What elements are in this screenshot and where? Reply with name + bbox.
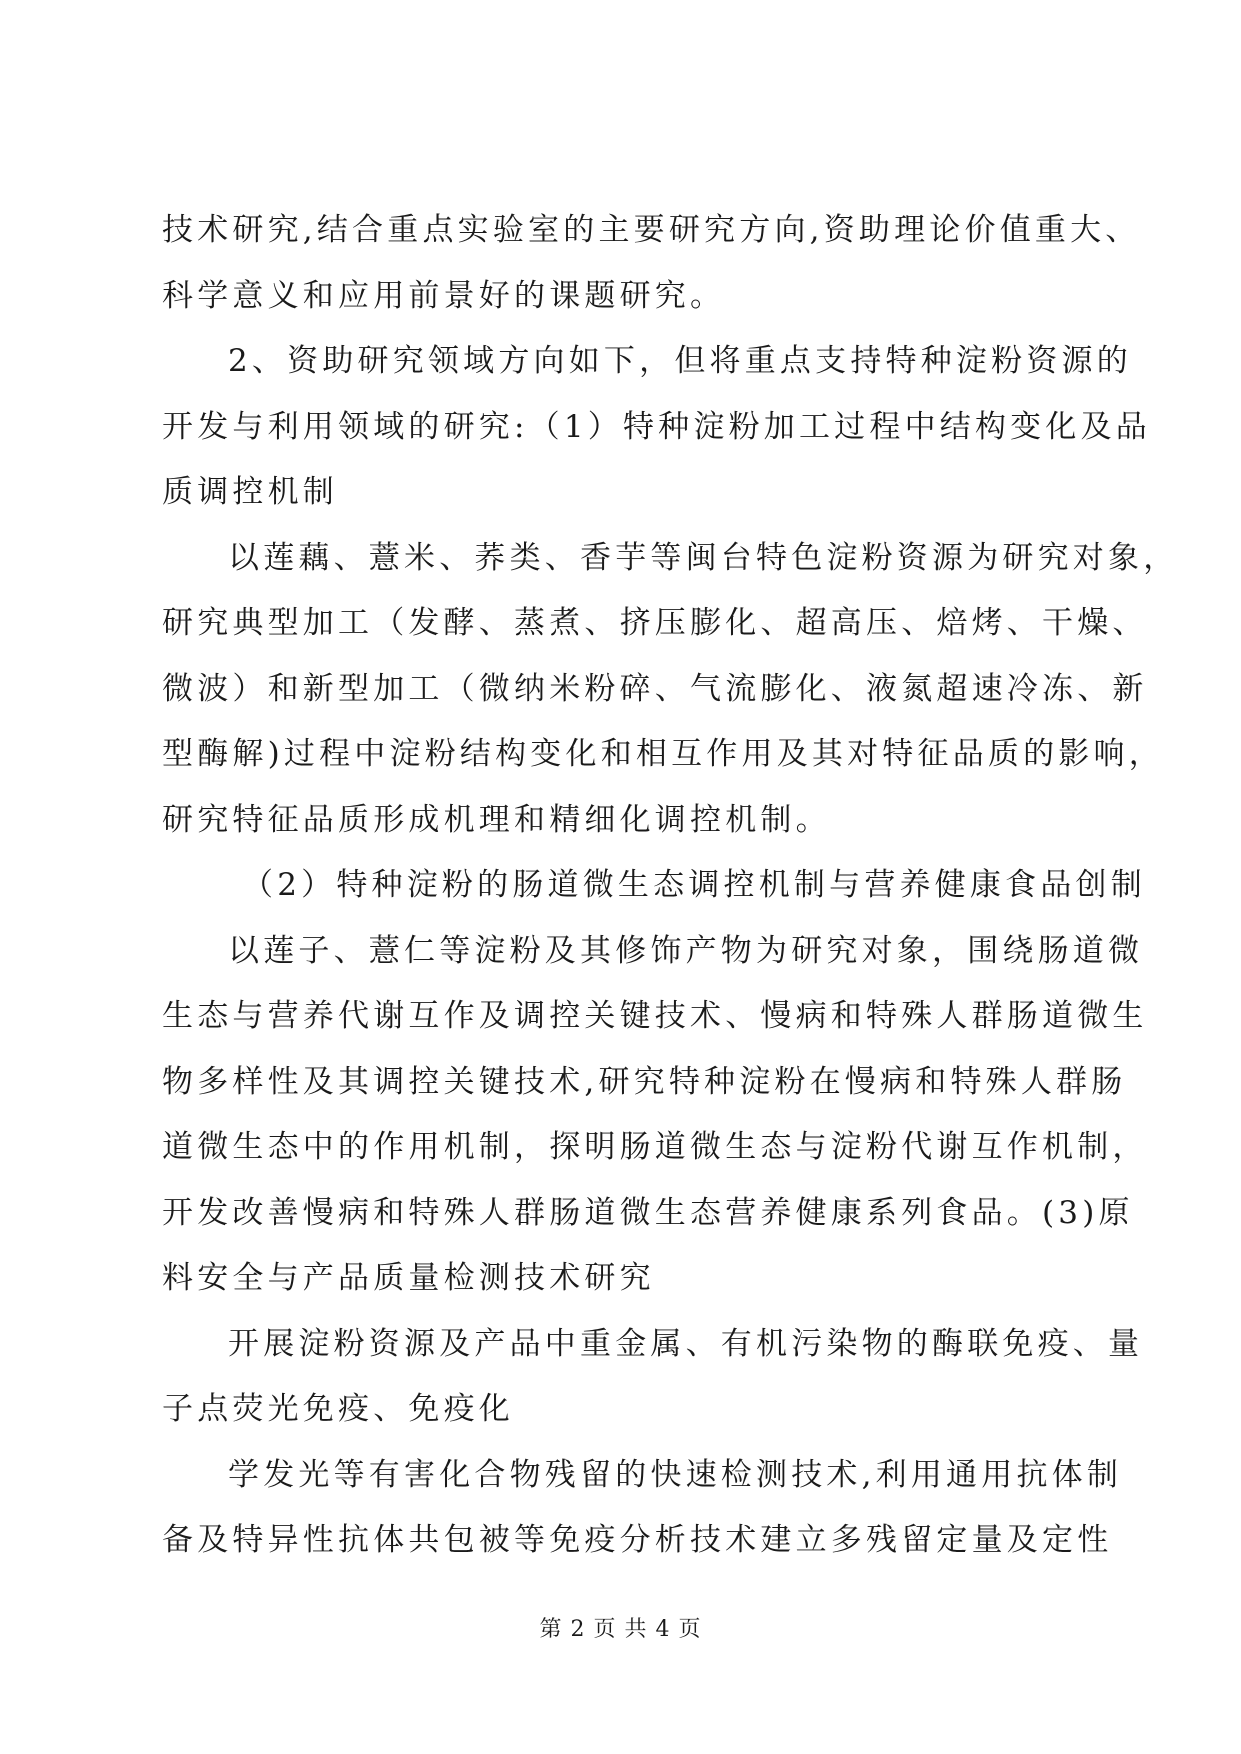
text-line: 料安全与产品质量检测技术研究	[162, 1260, 655, 1296]
text-line: 开发与利用领域的研究:（1）特种淀粉加工过程中结构变化及品	[162, 408, 1151, 445]
text-line: 备及特异性抗体共包被等免疫分析技术建立多残留定量及定性	[162, 1522, 1113, 1558]
text-line: 子点荧光免疫、免疫化	[162, 1391, 514, 1427]
paragraph-start: 2、资助研究领域方向如下，但将重点支持特种淀粉资源的	[228, 343, 1132, 379]
text-line: 研究典型加工（发酵、蒸煮、挤压膨化、超高压、焙烤、干燥、	[162, 605, 1148, 641]
page-number-footer: 第 2 页 共 4 页	[539, 1617, 702, 1642]
paragraph-start: 开展淀粉资源及产品中重金属、有机污染物的酶联免疫、量	[228, 1325, 1144, 1362]
text-line: 型酶解)过程中淀粉结构变化和相互作用及其对特征品质的影响，	[162, 736, 1164, 772]
text-line: 技术研究,结合重点实验室的主要研究方向,资助理论价值重大、	[162, 212, 1141, 248]
section-heading: （2）特种淀粉的肠道微生态调控机制与营养健康食品创制	[242, 867, 1146, 903]
text-line: 物多样性及其调控关键技术,研究特种淀粉在慢病和特殊人群肠	[162, 1063, 1127, 1100]
text-line: 科学意义和应用前景好的课题研究。	[162, 277, 726, 314]
paragraph-start: 以莲藕、薏米、荞类、香芋等闽台特色淀粉资源为研究对象，	[228, 539, 1179, 576]
text-line: 质调控机制	[162, 474, 338, 510]
text-line: 生态与营养代谢互作及调控关键技术、慢病和特殊人群肠道微生	[162, 998, 1148, 1034]
text-line: 道微生态中的作用机制，探明肠道微生态与淀粉代谢互作机制，	[162, 1129, 1148, 1165]
body-text	[162, 198, 1179, 1574]
text-line: 研究特征品质形成机理和精细化调控机制。	[162, 801, 831, 838]
text-line: 开发改善慢病和特殊人群肠道微生态营养健康系列食品。(3)原	[162, 1194, 1134, 1231]
paragraph-start: 以莲子、薏仁等淀粉及其修饰产物为研究对象，围绕肠道微	[228, 932, 1144, 969]
paragraph-start: 学发光等有害化合物残留的快速检测技术,利用通用抗体制	[228, 1456, 1123, 1493]
text-line: 微波）和新型加工（微纳米粉碎、气流膨化、液氮超速冷冻、新	[162, 670, 1148, 707]
